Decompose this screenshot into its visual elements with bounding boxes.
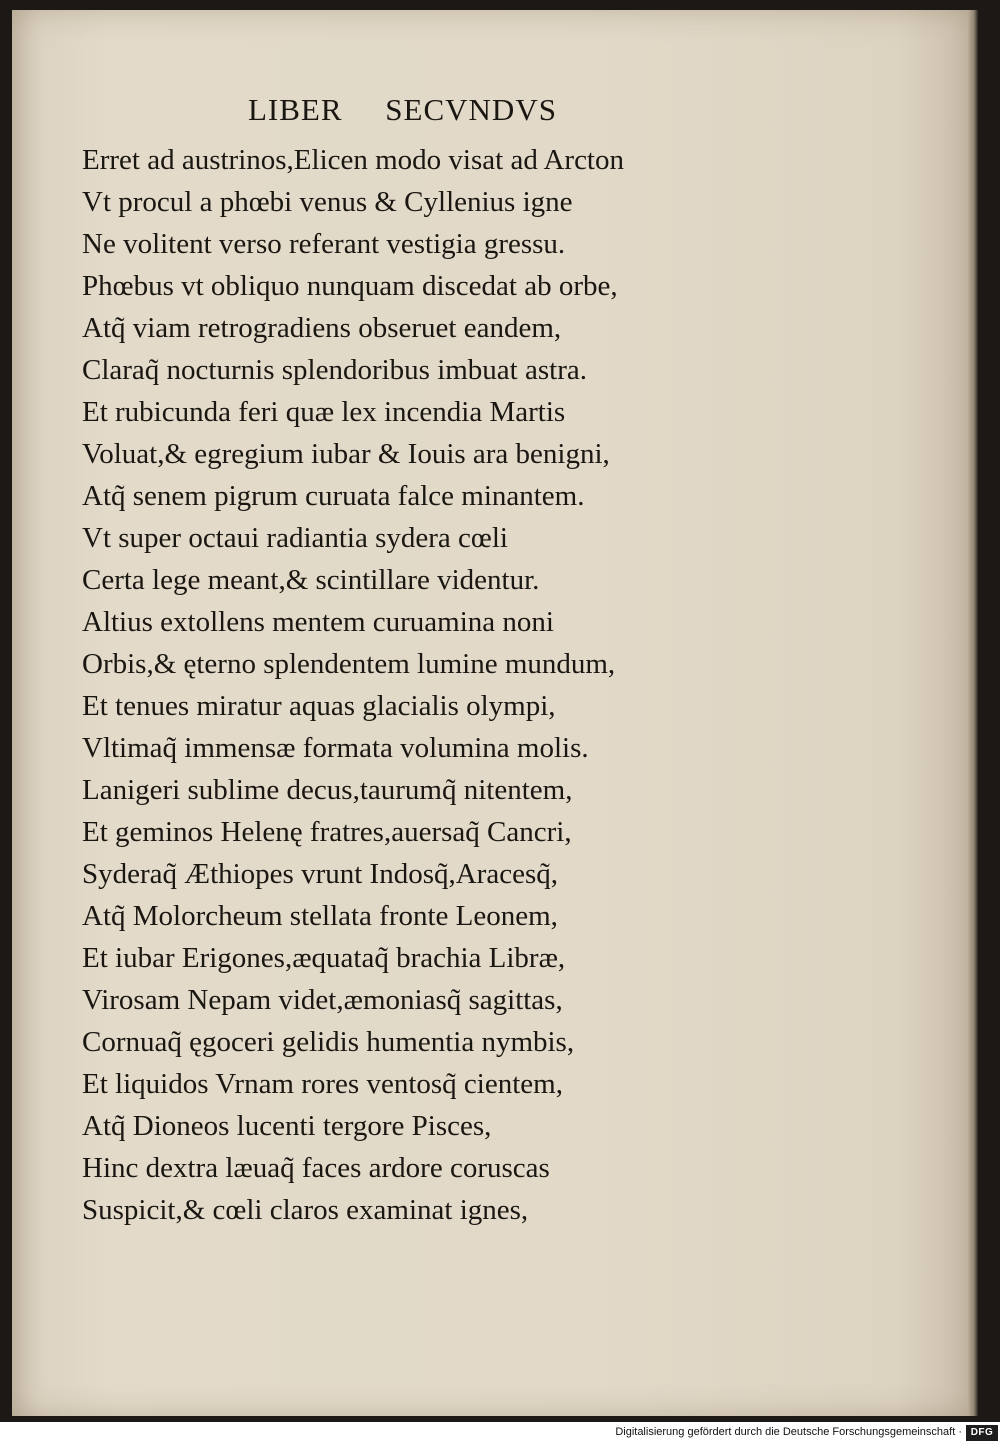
verse-line: Syderaq̃ Æthiopes vrunt Indosq̃,Aracesq̃, bbox=[82, 858, 558, 890]
verse-line: Altius extollens mentem curuamina noni bbox=[82, 606, 554, 638]
footer-bar bbox=[0, 1422, 1000, 1445]
book-page bbox=[12, 10, 972, 1416]
verse-line: Erret ad austrinos,Elicen modo visat ad Arcton bbox=[82, 144, 624, 176]
verse-line: Certa lege meant,& scintillare videntur. bbox=[82, 564, 540, 596]
verse-line: Vt procul a phœbi venus & Cyllenius igne bbox=[82, 186, 573, 218]
verse-line: Lanigeri sublime decus,taurumq̃ nitentem, bbox=[82, 774, 573, 806]
page-edge bbox=[968, 10, 978, 1416]
funding-credit: Digitalisierung gefördert durch die Deutsche Forschungsgemeinschaft · bbox=[615, 1426, 962, 1438]
verse-line: Phœbus vt obliquo nunquam discedat ab orbe, bbox=[82, 270, 618, 302]
verse-line: Atq̃ senem pigrum curuata falce minantem. bbox=[82, 480, 585, 512]
verse-line: Et iubar Erigones,æquataq̃ brachia Libræ, bbox=[82, 942, 566, 974]
dfg-logo: DFG bbox=[966, 1425, 998, 1441]
verse-line: Cornuaq̃ ęgoceri gelidis humentia nymbis, bbox=[82, 1026, 575, 1058]
running-head: LIBER SECVNDVS bbox=[248, 92, 557, 127]
verse-line: Et liquidos Vrnam rores ventosq̃ cientem, bbox=[82, 1068, 563, 1100]
verse-line: Hinc dextra læuaq̃ faces ardore coruscas bbox=[82, 1152, 550, 1184]
verse-line: Voluat,& egregium iubar & Iouis ara benigni, bbox=[82, 438, 610, 470]
verse-line: Virosam Nepam videt,æmoniasq̃ sagittas, bbox=[82, 984, 563, 1016]
verse-line: Et tenues miratur aquas glacialis olympi, bbox=[82, 690, 556, 722]
verse-list bbox=[82, 139, 624, 1231]
verse-line: Atq̃ Molorcheum stellata fronte Leonem, bbox=[82, 900, 558, 932]
verse-line: Suspicit,& cœli claros examinat ignes, bbox=[82, 1194, 529, 1226]
verse-line: Et geminos Helenę fratres,auersaq̃ Cancri, bbox=[82, 816, 572, 848]
verse-line: Atq̃ viam retrogradiens obseruet eandem, bbox=[82, 312, 562, 344]
verse-line: Vltimaq̃ immensæ formata volumina molis. bbox=[82, 732, 589, 764]
verse-line: Et rubicunda feri quæ lex incendia Martis bbox=[82, 396, 566, 428]
verse-line: Orbis,& ęterno splendentem lumine mundum, bbox=[82, 648, 616, 680]
verse-line: Ne volitent verso referant vestigia gressu. bbox=[82, 228, 566, 260]
verse-line: Vt super octaui radiantia sydera cœli bbox=[82, 522, 508, 554]
verse-line: Atq̃ Dioneos lucenti tergore Pisces, bbox=[82, 1110, 492, 1142]
verse-line: Claraq̃ nocturnis splendoribus imbuat astra. bbox=[82, 354, 587, 386]
